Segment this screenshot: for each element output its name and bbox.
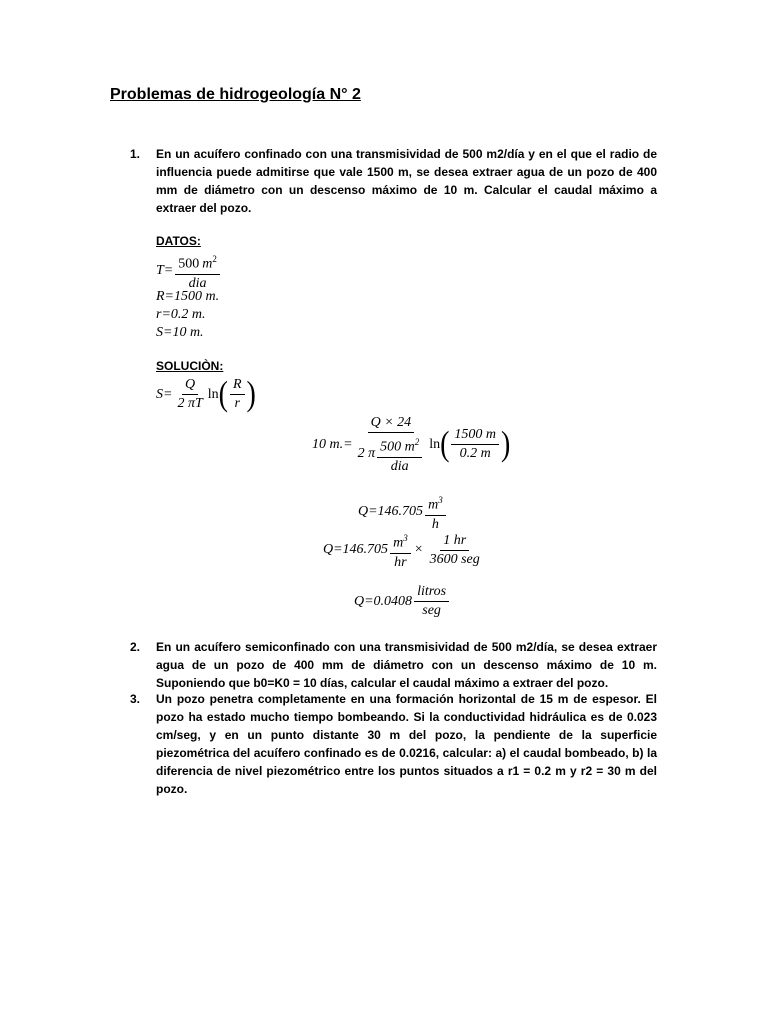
f2-inner-fraction: $\frac{500 m^2}{\text{dia}}$ (377, 434, 422, 475)
f1-lhs: S= (156, 386, 173, 402)
f2-fraction: Q × 24 2 π $\frac{500 m^2}{\text{dia}}$ (355, 415, 428, 475)
f1-fraction: $\frac{Q}{2 \pi T}$ (177, 377, 203, 411)
right-paren: ) (501, 424, 511, 464)
datos-R-line: R=1500 m. (156, 289, 220, 304)
f2-lhs: 10 m.= (312, 436, 353, 452)
f4-times: × (414, 542, 423, 558)
datos-T-exp: 2 (212, 254, 217, 264)
formula-3 (358, 492, 448, 533)
problem-text: Un pozo penetra completamente en una formación horizontal de 15 m de espesor. El pozo ha estado mucho tiempo bombeando. Si la conductividad hidráulica es de 0.023 cm/seg, y en un punto distante 30 m del pozo, la pendiente de la superficie piezométrica del acuífero confinado es de 0.0216, calcular: a) el caudal bombeado, b) la diferencia de nivel piezométrico entre los puntos situados a r1 = 0.2 m y r2 = 30 m del pozo. (156, 692, 657, 796)
datos-r-line: r=0.2 m. (156, 307, 206, 322)
f1-log-fraction: $\frac{R}{r}$ (230, 377, 245, 412)
f4-lhs: Q=146.705 (323, 542, 389, 558)
problem-number: 3. (130, 692, 141, 706)
problem-number: 2. (130, 640, 141, 654)
left-paren: ( (440, 424, 450, 464)
f2-log-fraction: $\frac{1500 m}{0.2 m}$ (451, 427, 499, 462)
formula-2 (312, 415, 510, 475)
f5-lhs: Q=0.0408 (354, 593, 413, 609)
datos-T-num: 500 (178, 256, 200, 272)
formula-4 (323, 530, 485, 571)
datos-T-formula (156, 251, 222, 292)
datos-T-fraction (175, 251, 220, 292)
problem-1 (130, 145, 657, 217)
f4-fraction: $\frac{m^3}{hr}$ (390, 530, 411, 571)
problem-3 (130, 690, 657, 798)
left-paren: ( (218, 374, 228, 414)
f3-fraction: $\frac{m^3}{h}$ (425, 492, 446, 533)
f4-conversion-fraction: $\frac{1 hr}{\text{3600 seg}}$ (429, 532, 480, 567)
problem-number: 1. (130, 147, 141, 161)
datos-T-unit: m (202, 256, 213, 272)
f3-lhs: Q=146.705 (358, 504, 424, 520)
f5-fraction: $\frac{\text{litros}}{\text{seg}}$ (414, 584, 449, 619)
datos-T-lhs: T= (156, 263, 174, 279)
f2-ln: ln (429, 436, 441, 452)
problem-text: En un acuífero semiconfinado con una transmisividad de 500 m2/día, se desea extraer agua de un pozo de 400 mm de diámetro con un descenso máximo de 10 m. Suponiendo que b0=K0 = 10 días, calcular el caudal máximo a extraer del pozo. (156, 640, 657, 690)
formula-5 (354, 584, 451, 619)
problem-text: En un acuífero confinado con una transmisividad de 500 m2/día y en el que el radio de influencia puede admitirse que vale 1500 m, se desea extraer agua de un pozo de 400 mm de diámetro con un descenso máximo de 10 m. Calcular el caudal máximo a extraer del pozo. (156, 147, 657, 215)
problem-2 (130, 638, 657, 692)
solucion-heading: SOLUCIÒN: (156, 359, 224, 373)
datos-heading: DATOS: (156, 234, 201, 248)
f1-ln: ln (207, 386, 219, 402)
datos-S-line: S=10 m. (156, 325, 204, 340)
page-title: Problemas de hidrogeología N° 2 (110, 86, 361, 103)
right-paren: ) (246, 374, 256, 414)
formula-1 (156, 374, 256, 414)
datos-T-den: dia (188, 275, 207, 291)
